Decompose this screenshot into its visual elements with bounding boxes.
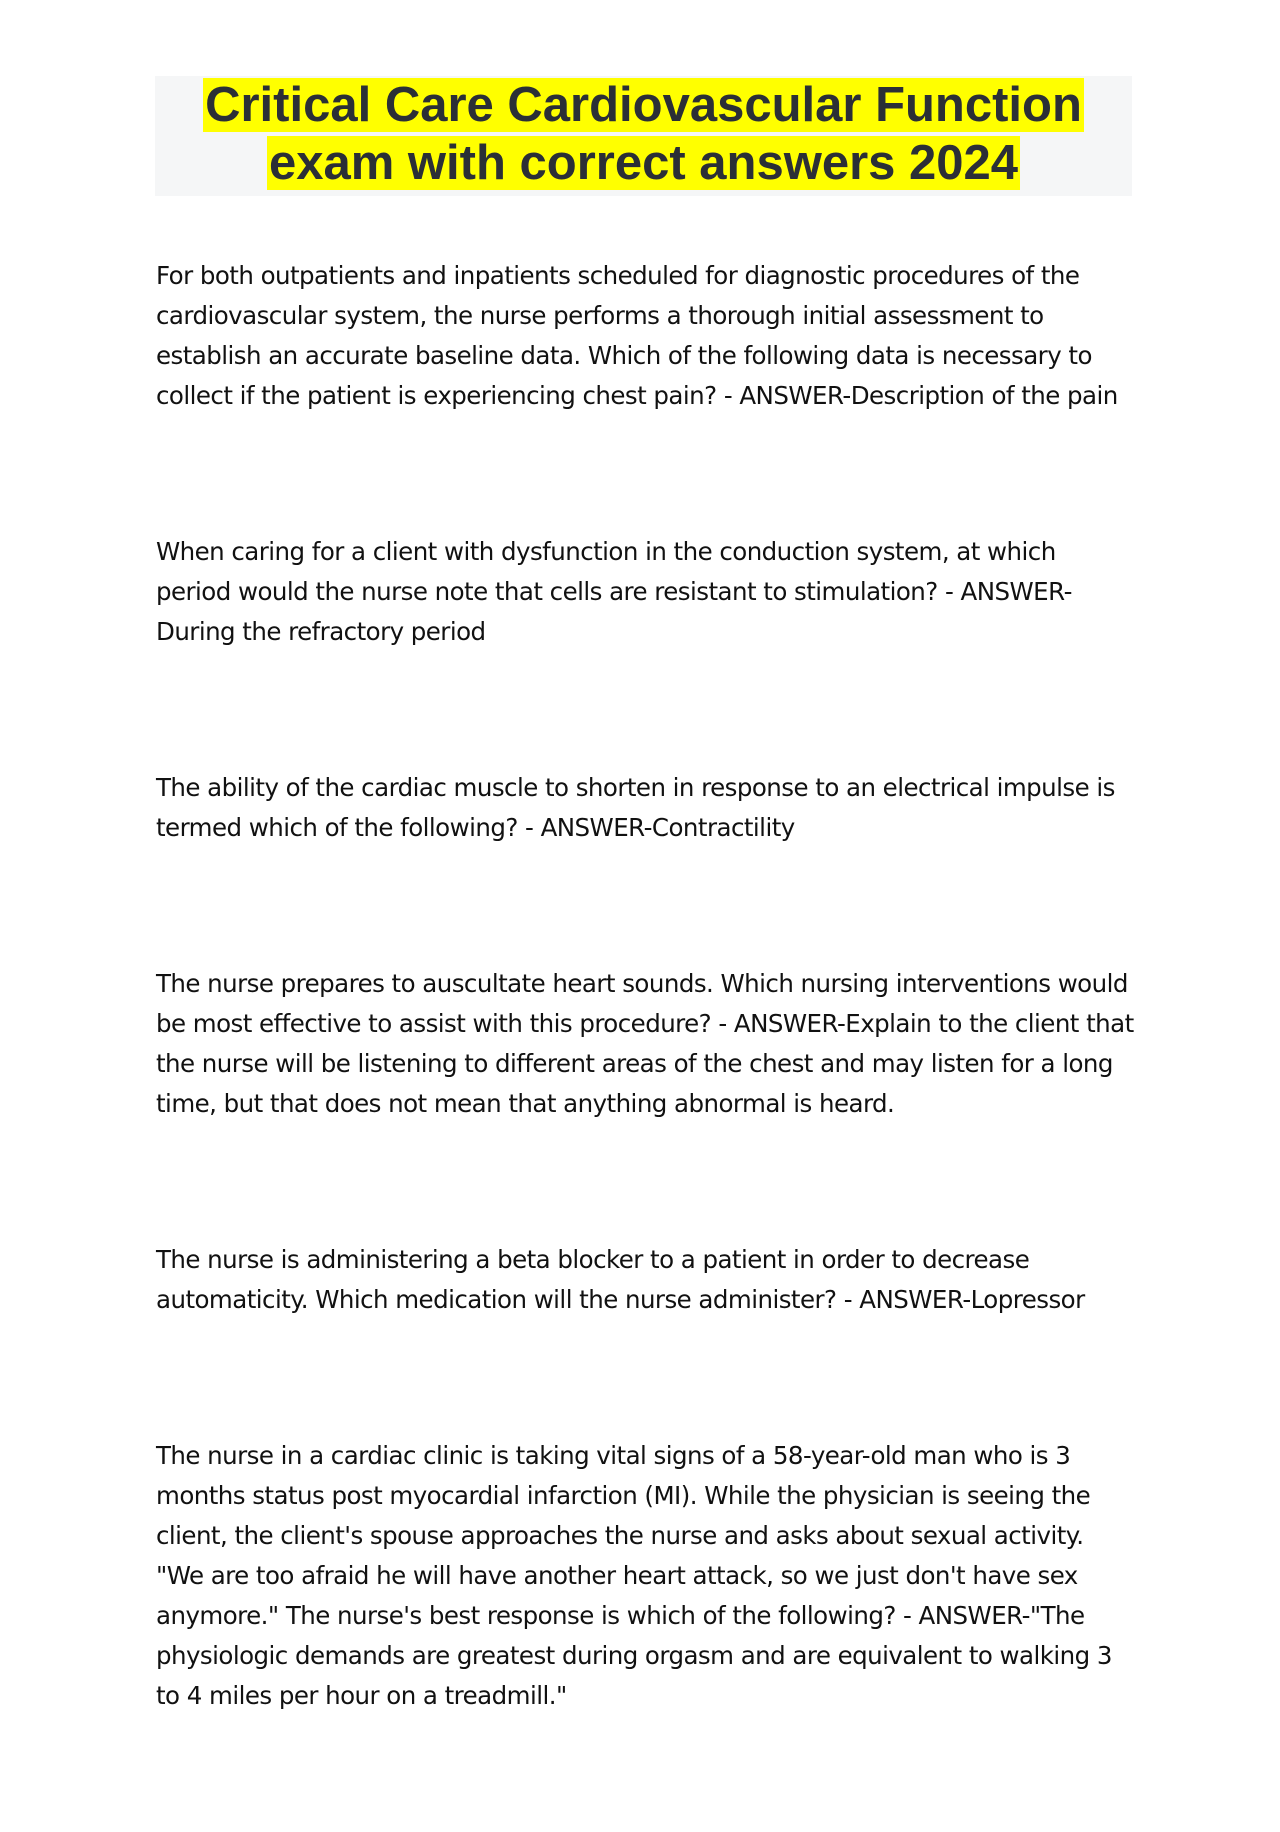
qa-item-1: For both outpatients and inpatients scheduled for diagnostic procedures of the cardiovascular system, the nurse performs a thorough initial assessment to establish an accurate baseline data. Which of the following data is necessary to collect if the patient is experiencing chest pain? - ANSWER-Description of the pain [156, 261, 1118, 410]
qa-item-4: The nurse prepares to auscultate heart sounds. Which nursing interventions would be most effective to assist with this procedure? - ANSWER-Explain to the client that the nurse will be listening to different areas of the chest and may listen for a long time, but that does not mean that anything abnormal is heard. [156, 969, 1134, 1118]
qa-item-6: The nurse in a cardiac clinic is taking vital signs of a 58-year-old man who is 3 months status post myocardial infarction (MI). While the physician is seeing the client, the client's spouse approaches the nurse and asks about sexual activity. "We are too afraid he will have another heart attack, so we just don't have sex anymore." The nurse's best response is which of the following? - ANSWER-"The physiologic demands are greatest during orgasm and are equivalent to walking 3 to 4 miles per hour on a treadmill." [156, 1441, 1112, 1710]
title-line-1: Critical Care Cardiovascular Function [205, 78, 1082, 132]
qa-item-5: The nurse is administering a beta blocker to a patient in order to decrease automaticity. Which medication will the nurse administer? - ANSWER-Lopressor [156, 1245, 1085, 1314]
qa-item-2: When caring for a client with dysfunction in the conduction system, at which period would the nurse note that cells are resistant to stimulation? - ANSWER-During the refractory period [156, 537, 1072, 646]
document-title [155, 76, 1132, 196]
qa-list [156, 256, 1136, 1832]
qa-item-3: The ability of the cardiac muscle to shorten in response to an electrical impulse is termed which of the following? - ANSWER-Contractility [156, 773, 1115, 842]
title-line-2: exam with correct answers 2024 [268, 136, 1019, 190]
